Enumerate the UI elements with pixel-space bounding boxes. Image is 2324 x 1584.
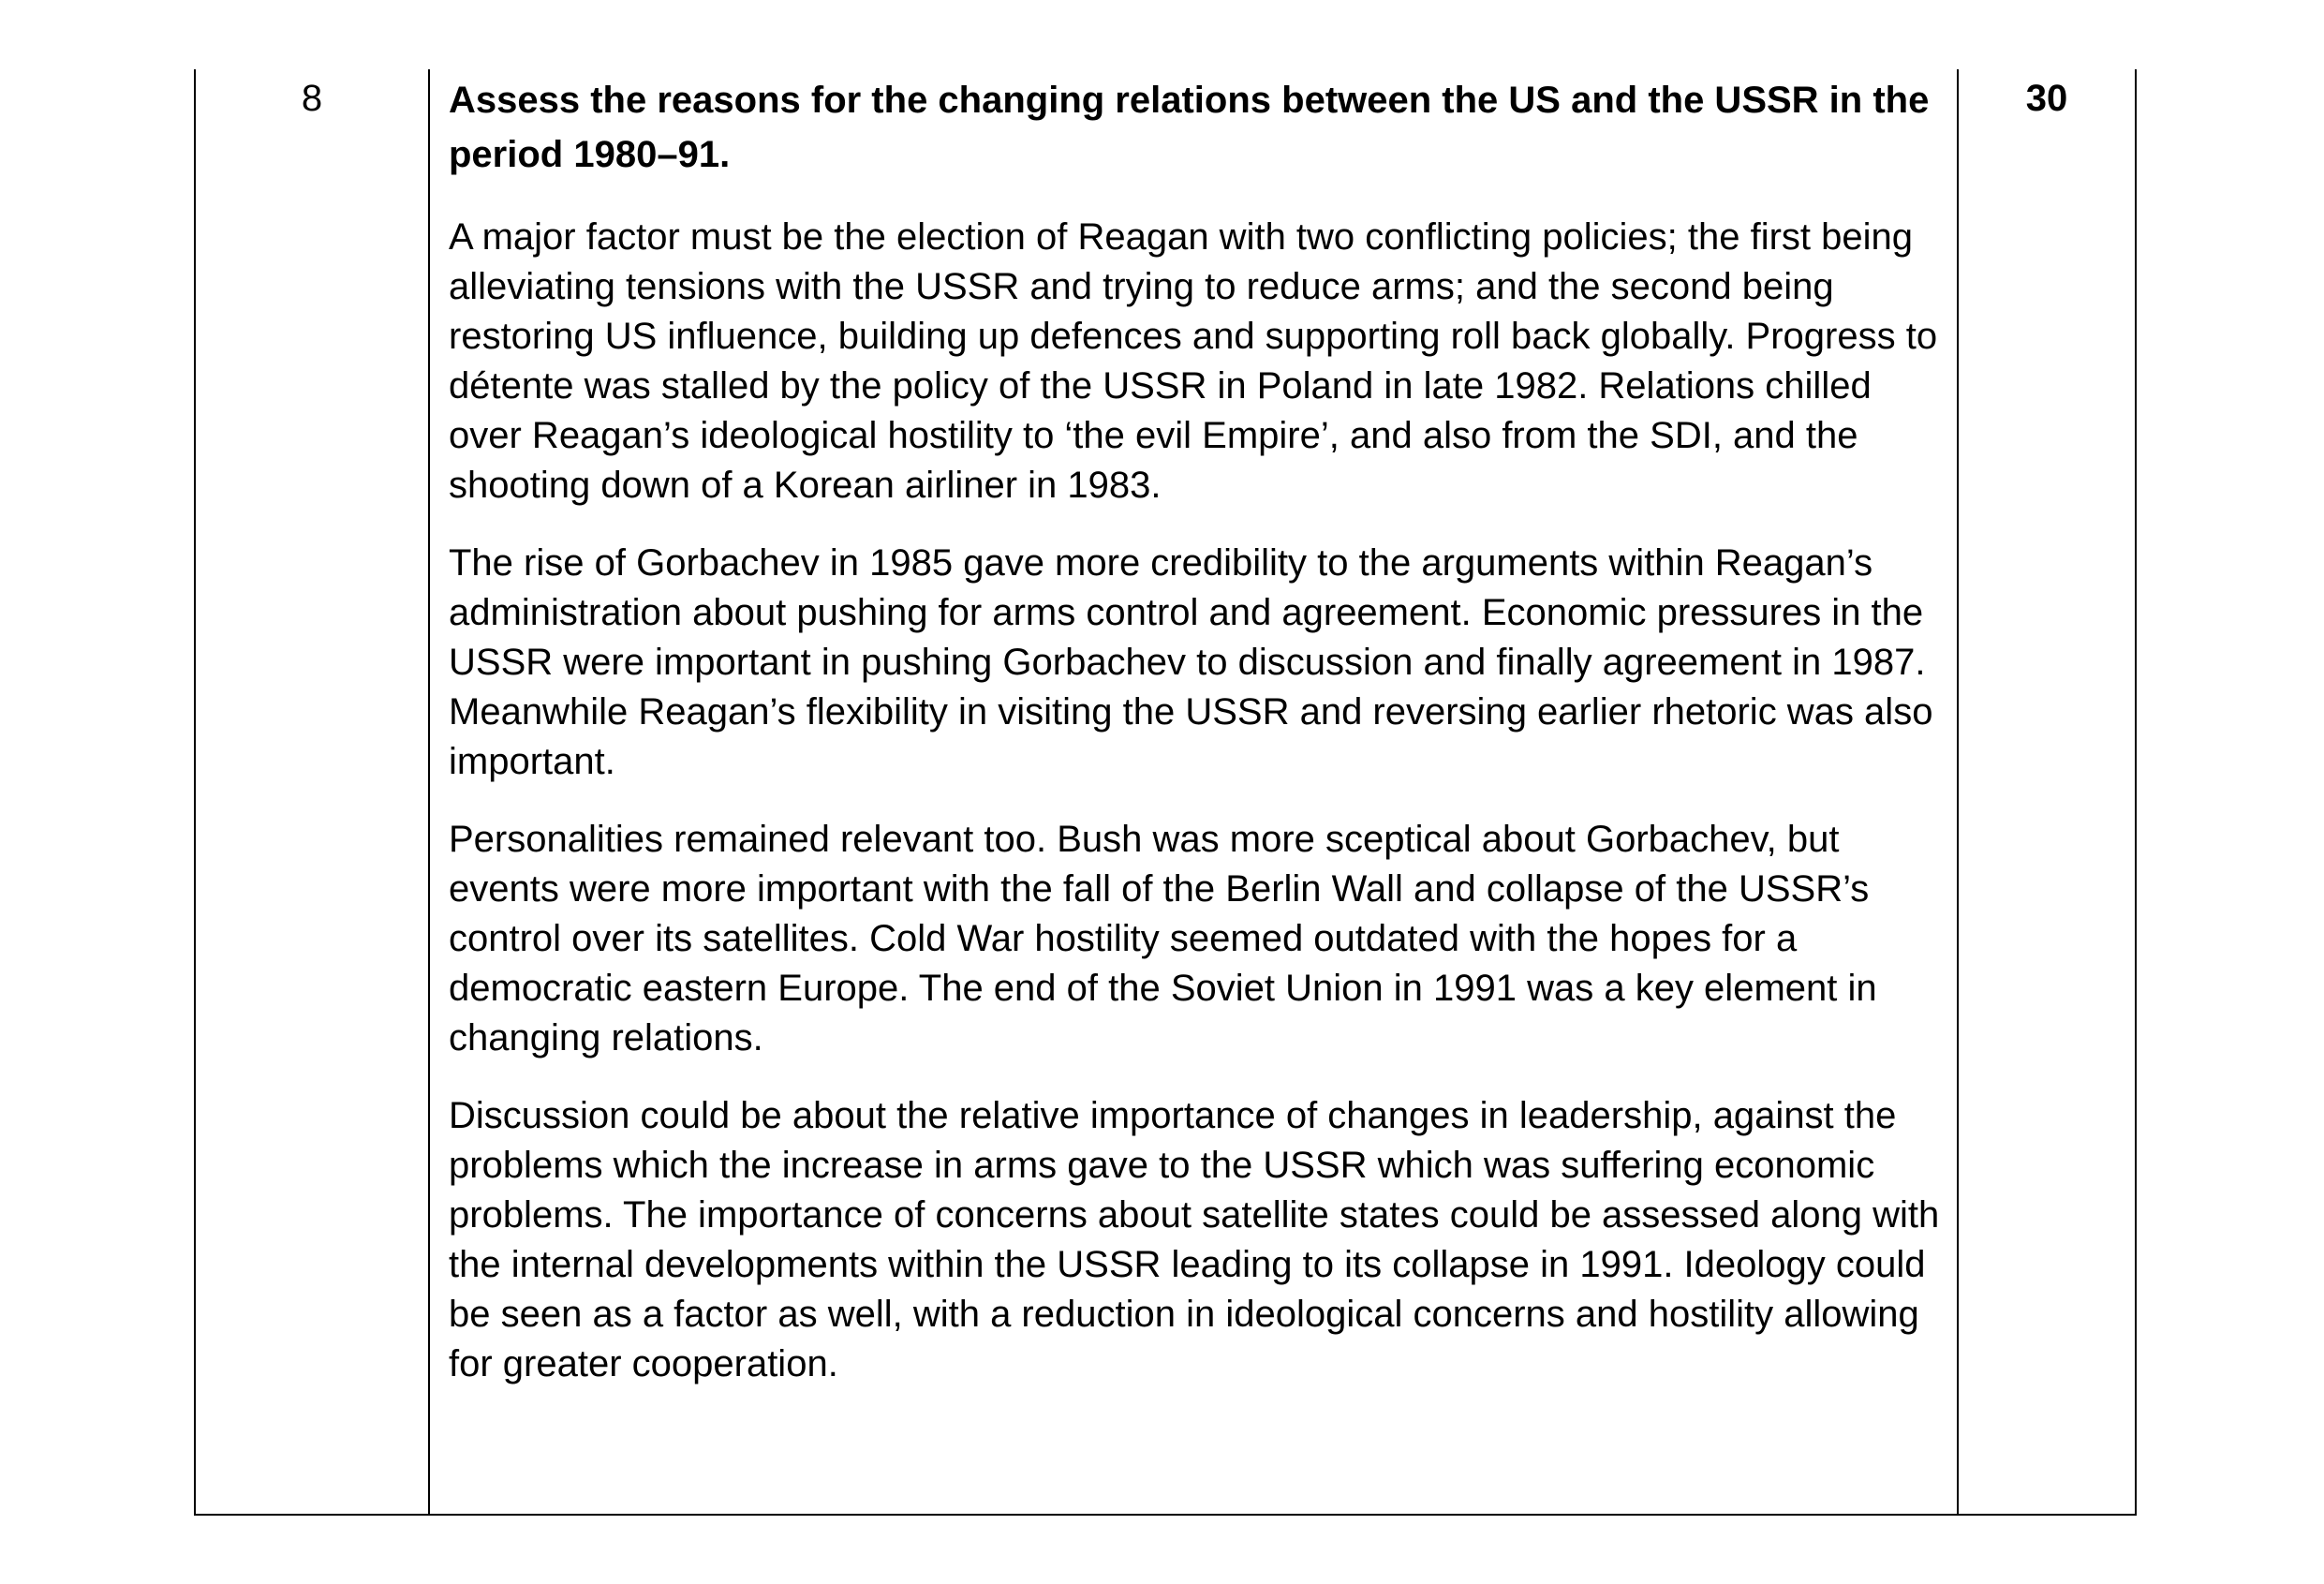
mark-scheme-table	[194, 69, 2137, 1516]
question-content	[449, 73, 1947, 1417]
question-number: 8	[301, 78, 323, 119]
answer-paragraph: Personalities remained relevant too. Bush was more sceptical about Gorbachev, but events were more important with the fall of the Berlin Wall and collapse of the USSR’s control over its satellites. Cold War hostility seemed outdated with the hopes for a democratic eastern Europe. The end of the Soviet Union in 1991 was a key element in changing relations.	[449, 819, 1877, 1058]
column-divider	[428, 69, 430, 1514]
answer-paragraph: A major factor must be the election of Reagan with two conflicting policies; the first being alleviating tensions with the USSR and trying to reduce arms; and the second being restoring US influence, building up defences and supporting roll back globally. Progress to détente was stalled by the policy of the USSR in Poland in late 1982. Relations chilled over Reagan’s ideological hostility to ‘the evil Empire’, and also from the SDI, and the shooting down of a Korean airliner in 1983.	[449, 216, 1938, 506]
question-title: Assess the reasons for the changing relations between the US and the USSR in the period 1980–91.	[449, 80, 1930, 175]
answer-paragraph: Discussion could be about the relative importance of changes in leadership, against the problems which the increase in arms gave to the USSR which was suffering economic problems. The importance of concerns about satellite states could be assessed along with the internal developments within the USSR leading to its collapse in 1991. Ideology could be seen as a factor as well, with a reduction in ideological concerns and hostility allowing for greater cooperation.	[449, 1095, 1940, 1384]
answer-paragraph: The rise of Gorbachev in 1985 gave more credibility to the arguments within Reagan’s administration about pushing for arms control and agreement. Economic pressures in the USSR were important in pushing Gorbachev to discussion and finally agreement in 1987. Meanwhile Reagan’s flexibility in visiting the USSR and reversing earlier rhetoric was also important.	[449, 542, 1933, 782]
question-marks: 30	[2025, 78, 2068, 119]
column-divider	[1957, 69, 1959, 1514]
